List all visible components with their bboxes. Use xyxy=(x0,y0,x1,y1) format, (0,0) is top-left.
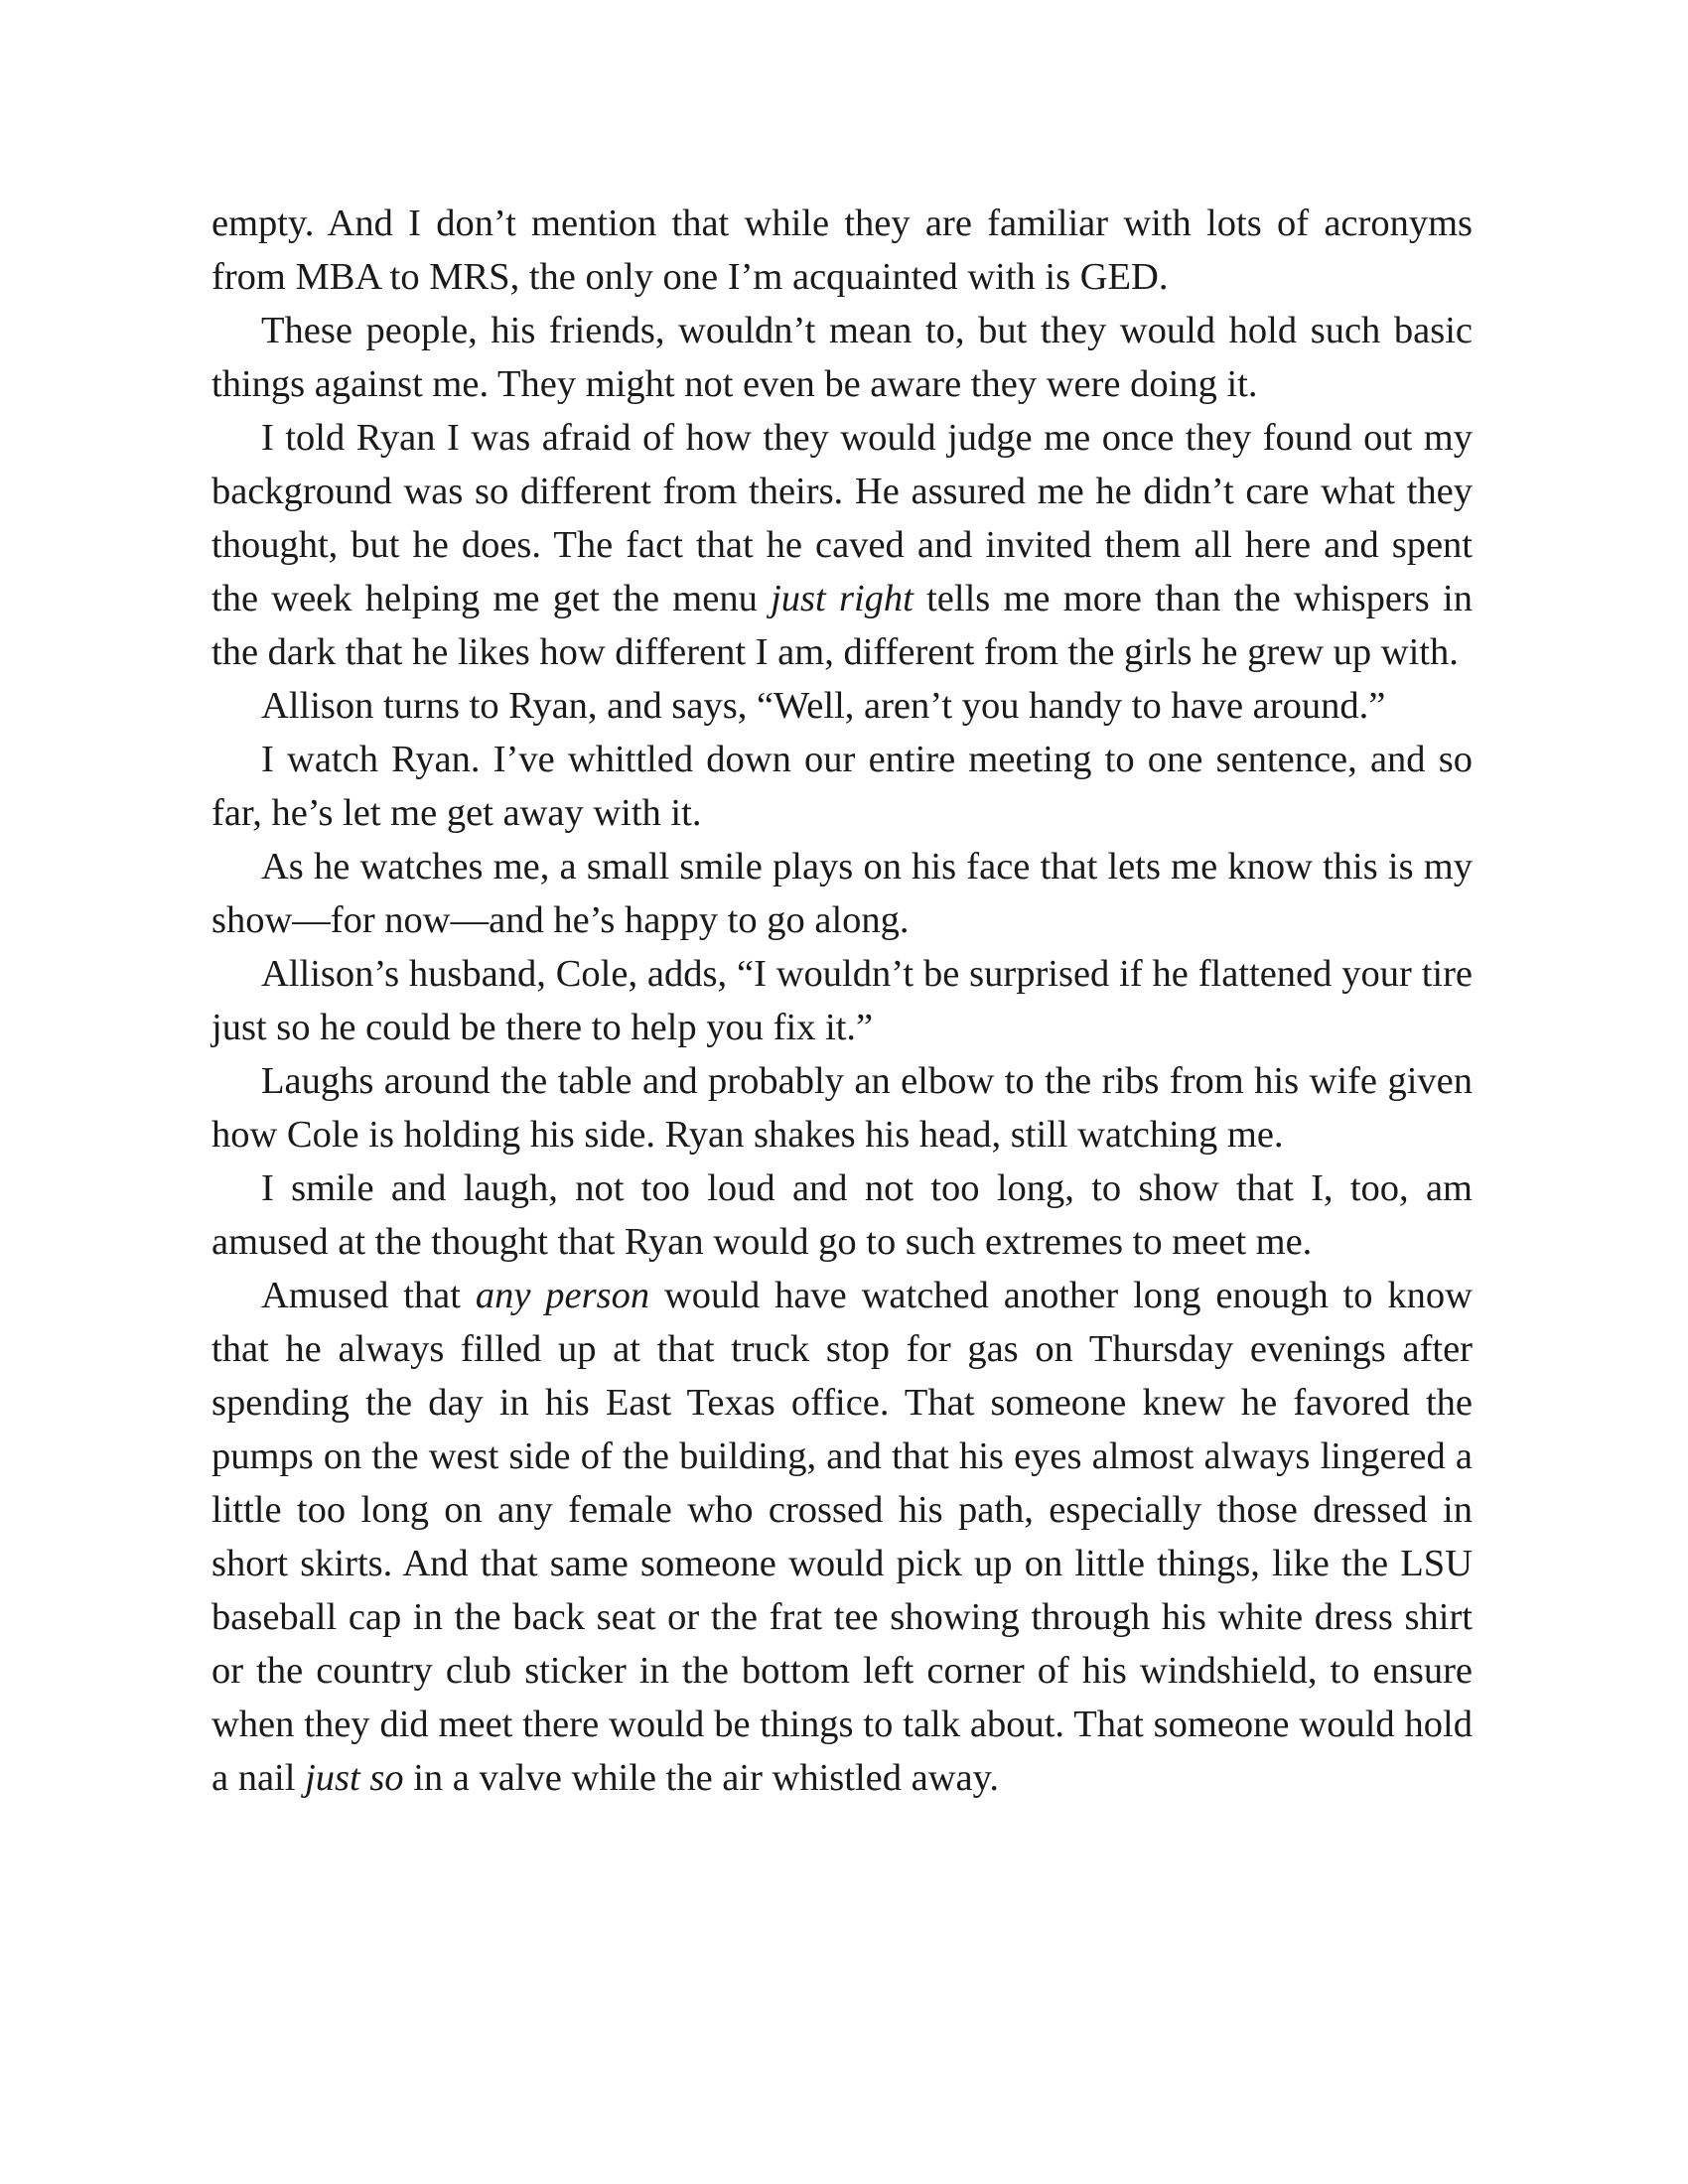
paragraph-text: Allison turns to Ryan, and says, “Well, aren’t you handy to have around.” xyxy=(261,685,1386,727)
paragraph-text: empty. And I don’t mention that while they are familiar with lots of acronyms from MBA to MRS, the only one I’m acquainted with is GED. xyxy=(211,203,1473,298)
paragraph xyxy=(211,197,1473,304)
paragraph xyxy=(211,840,1473,947)
paragraph-text: As he watches me, a small smile plays on his face that lets me know this is my show—for now—and he’s happy to go along. xyxy=(211,846,1473,941)
paragraph-text: would have watched another long enough to know that he always filled up at that truck stop for gas on Thursday evenings after spending the day in his East Texas office. That someone knew he favored the pumps on the west side of the building, and that his eyes almost always lingered a little too long on any female who crossed his path, especially those dressed in short skirts. And that same someone would pick up on little things, like the LSU baseball cap in the back seat or the frat tee showing through his white dress shirt or the country club sticker in the bottom left corner of his windshield, to ensure when they did meet there would be things to talk about. That someone would hold a nail xyxy=(211,1275,1473,1799)
paragraph xyxy=(211,1269,1473,1805)
paragraph xyxy=(211,411,1473,679)
paragraph xyxy=(211,1054,1473,1161)
paragraph-text: tells me more than the whispers in the dark that he likes how different I am, different from the girls he grew up with. xyxy=(211,578,1473,673)
paragraph-text: I smile and laugh, not too loud and not too long, to show that I, too, am amused at the thought that Ryan would go to such extremes to meet me. xyxy=(211,1167,1473,1263)
paragraph-text: in a valve while the air whistled away. xyxy=(403,1757,999,1799)
paragraph-text: I told Ryan I was afraid of how they would judge me once they found out my background was so different from theirs. He assured me he didn’t care what they thought, but he does. The fact that he caved and invited them all here and spent the week helping me get the menu xyxy=(211,417,1473,619)
paragraph-text: Allison’s husband, Cole, adds, “I wouldn’t be surprised if he flattened your tire just so he could be there to help you fix it.” xyxy=(211,953,1473,1048)
book-page-body xyxy=(211,197,1473,1805)
paragraph xyxy=(211,304,1473,411)
paragraph-text: Amused that xyxy=(261,1275,476,1316)
paragraph xyxy=(211,947,1473,1054)
paragraph-text: Laughs around the table and probably an elbow to the ribs from his wife given how Cole is holding his side. Ryan shakes his head, still watching me. xyxy=(211,1060,1473,1156)
italic-text: just right xyxy=(771,578,914,619)
paragraph xyxy=(211,733,1473,840)
paragraph-text: I watch Ryan. I’ve whittled down our entire meeting to one sentence, and so far, he’s let me get away with it. xyxy=(211,739,1473,834)
italic-text: any person xyxy=(475,1275,650,1316)
paragraph xyxy=(211,679,1473,733)
paragraph xyxy=(211,1161,1473,1269)
italic-text: just so xyxy=(305,1757,404,1799)
paragraph-text: These people, his friends, wouldn’t mean to, but they would hold such basic things against me. They might not even be aware they were doing it. xyxy=(211,310,1473,405)
